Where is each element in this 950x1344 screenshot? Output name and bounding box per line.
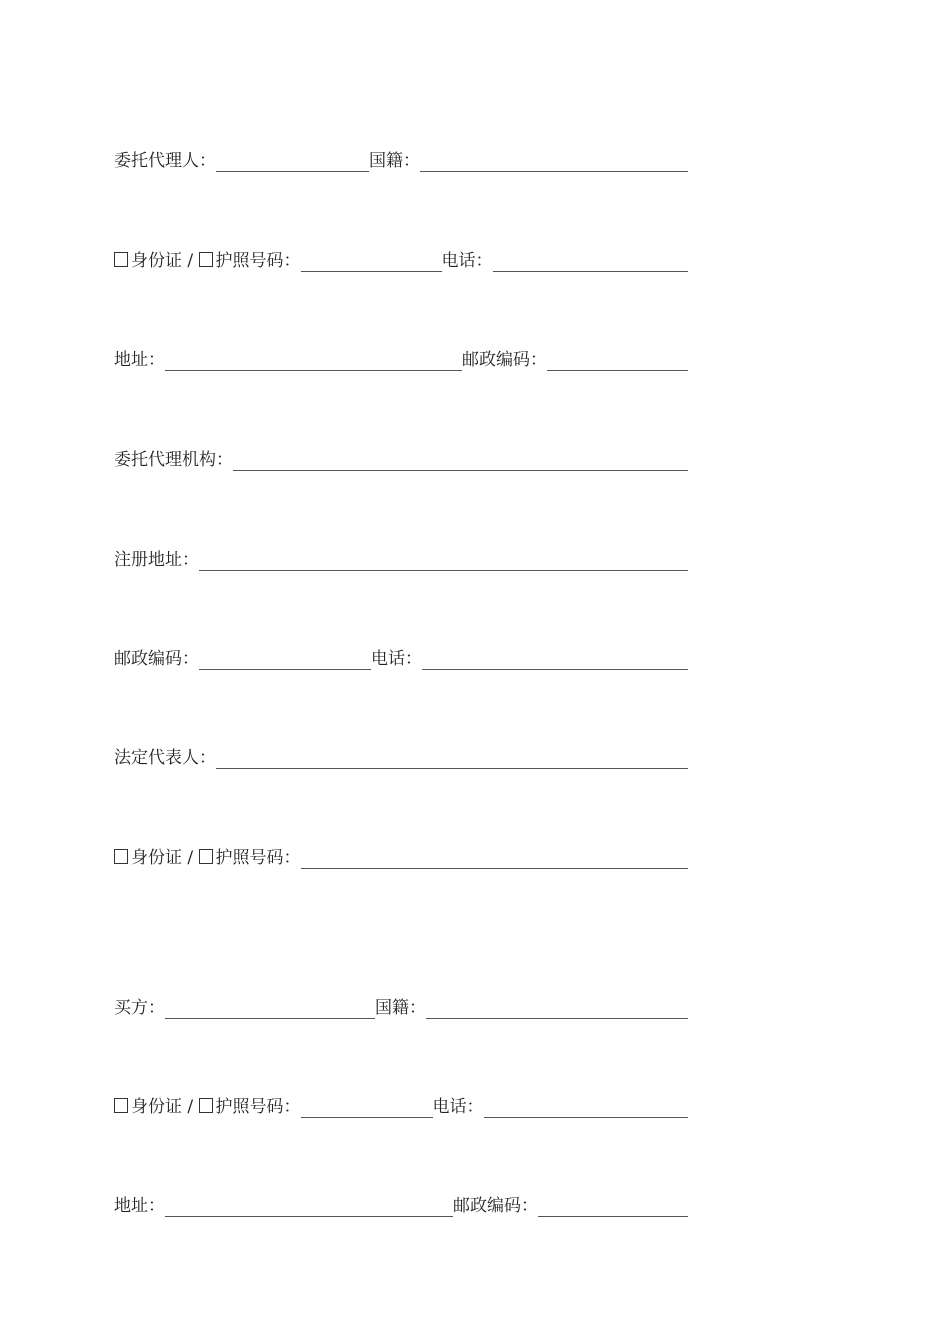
agency-phone-label: 电话： (371, 649, 422, 669)
passport-label: 护照号码： (215, 848, 301, 868)
buyer-nationality-field[interactable] (426, 996, 688, 1019)
legal-rep-id-row (114, 843, 688, 871)
agent-name-label: 委托代理人： (114, 151, 216, 171)
agent-postcode-label: 邮政编码： (462, 350, 547, 370)
agency-postcode-label: 邮政编码： (114, 649, 199, 669)
agent-id-field[interactable] (301, 249, 442, 272)
passport-checkbox[interactable] (199, 849, 213, 864)
id-card-label: 身份证 (131, 848, 182, 868)
id-separator: / (182, 1097, 199, 1117)
buyer-id-field[interactable] (301, 1095, 433, 1118)
buyer-name-field[interactable] (165, 996, 375, 1019)
legal-rep-row (114, 743, 688, 771)
agency-postcode-field[interactable] (199, 647, 371, 670)
id-card-label: 身份证 (131, 1097, 182, 1117)
legal-rep-field[interactable] (216, 746, 688, 769)
buyer-postcode-label: 邮政编码： (453, 1196, 538, 1216)
id-card-checkbox[interactable] (114, 1098, 128, 1113)
agency-name-row (114, 445, 688, 473)
passport-label: 护照号码： (215, 251, 301, 271)
id-separator: / (182, 251, 199, 271)
agent-phone-label: 电话： (441, 251, 493, 271)
agency-reg-address-field[interactable] (199, 548, 688, 571)
agency-reg-address-row (114, 545, 688, 573)
buyer-id-type (114, 1096, 301, 1120)
id-card-checkbox[interactable] (114, 849, 128, 864)
passport-label: 护照号码： (215, 1097, 301, 1117)
agent-address-field[interactable] (165, 348, 462, 371)
agent-nationality-field[interactable] (420, 149, 688, 172)
agency-phone-field[interactable] (422, 647, 688, 670)
agent-postcode-field[interactable] (547, 348, 688, 371)
passport-checkbox[interactable] (199, 1098, 213, 1113)
agent-address-row (114, 345, 688, 373)
buyer-id-row (114, 1092, 688, 1120)
buyer-phone-label: 电话： (432, 1097, 484, 1117)
agent-phone-field[interactable] (493, 249, 688, 272)
agent-id-row (114, 246, 688, 274)
buyer-address-field[interactable] (165, 1194, 453, 1217)
buyer-address-label: 地址： (114, 1196, 165, 1216)
legal-rep-label: 法定代表人： (114, 748, 216, 768)
buyer-address-row (114, 1191, 688, 1219)
agent-nationality-label: 国籍： (369, 151, 420, 171)
passport-checkbox[interactable] (199, 252, 213, 267)
agency-postcode-row (114, 644, 688, 672)
buyer-postcode-field[interactable] (538, 1194, 688, 1217)
buyer-name-label: 买方： (114, 998, 165, 1018)
agent-address-label: 地址： (114, 350, 165, 370)
id-card-checkbox[interactable] (114, 252, 128, 267)
legal-rep-id-type (114, 847, 301, 871)
id-card-label: 身份证 (131, 251, 182, 271)
buyer-phone-field[interactable] (484, 1095, 688, 1118)
buyer-name-row (114, 993, 688, 1021)
buyer-nationality-label: 国籍： (375, 998, 426, 1018)
agent-name-field[interactable] (216, 149, 369, 172)
agent-id-type (114, 250, 301, 274)
agent-name-row (114, 146, 688, 174)
agency-name-field[interactable] (233, 448, 688, 471)
id-separator: / (182, 848, 199, 868)
agency-reg-address-label: 注册地址： (114, 550, 199, 570)
agency-name-label: 委托代理机构： (114, 450, 233, 470)
legal-rep-id-field[interactable] (301, 846, 688, 869)
